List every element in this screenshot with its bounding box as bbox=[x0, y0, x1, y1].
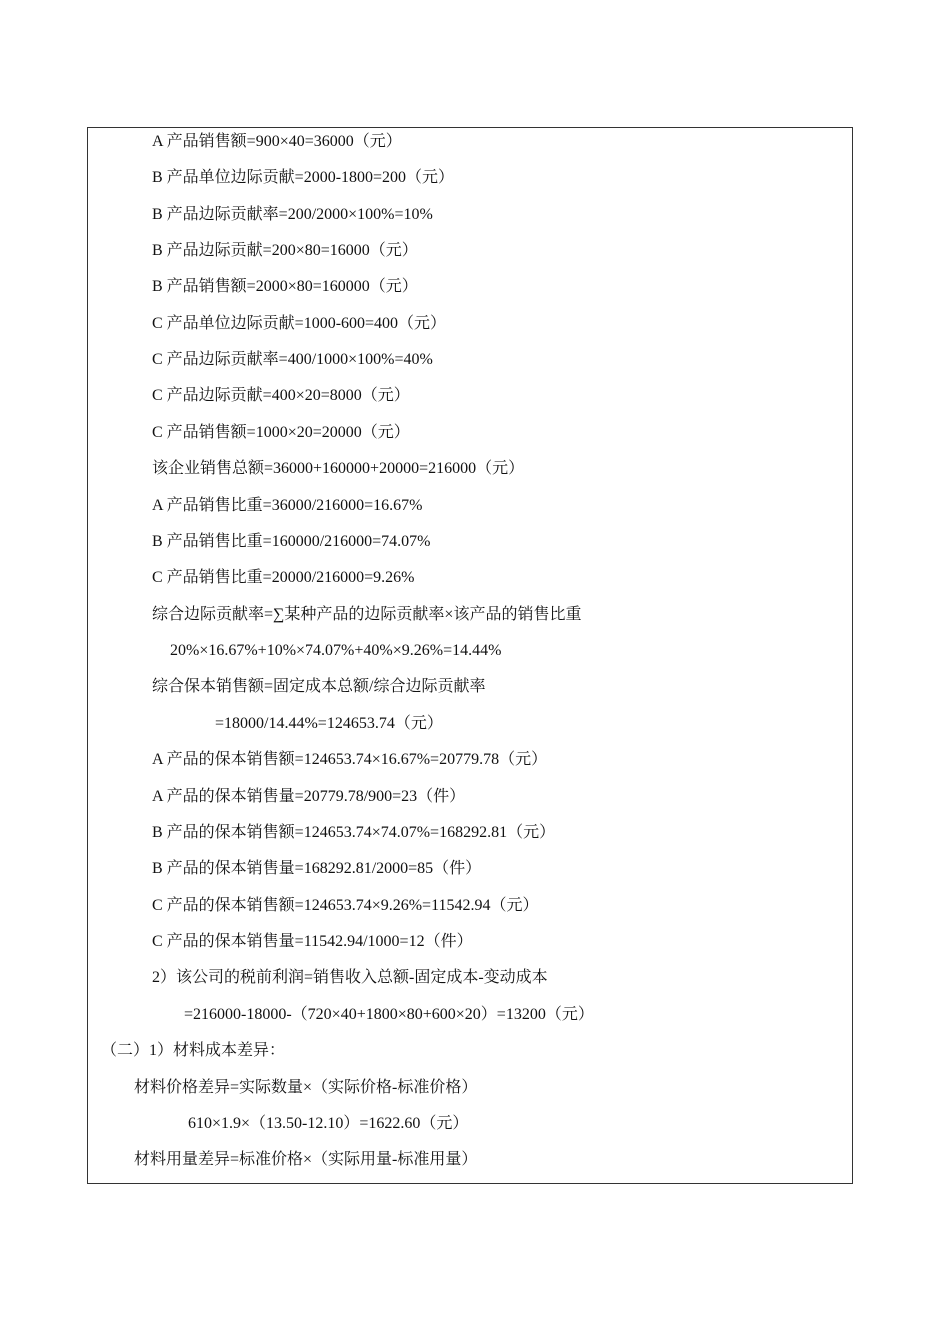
line-b-margin-rate: B 产品边际贡献率=200/2000×100%=10% bbox=[152, 206, 433, 223]
line-c-breakeven-sales: C 产品的保本销售额=124653.74×9.26%=11542.94（元） bbox=[152, 897, 539, 914]
line-pretax-profit-calc: =216000-18000-（720×40+1800×80+600×20）=13200（元） bbox=[184, 1006, 594, 1023]
line-c-margin: C 产品边际贡献=400×20=8000（元） bbox=[152, 387, 410, 404]
line-combined-rate-calc: 20%×16.67%+10%×74.07%+40%×9.26%=14.44% bbox=[170, 642, 502, 659]
line-section-heading: （二）1）材料成本差异： bbox=[101, 1042, 286, 1059]
line-total-sales: 该企业销售总额=36000+160000+20000=216000（元） bbox=[152, 460, 525, 477]
line-breakeven-calc: =18000/14.44%=124653.74（元） bbox=[215, 715, 443, 732]
line-b-margin: B 产品边际贡献=200×80=16000（元） bbox=[152, 242, 418, 259]
line-combined-rate-formula: 综合边际贡献率=∑某种产品的边际贡献率×该产品的销售比重 bbox=[152, 606, 582, 623]
line-b-weight: B 产品销售比重=160000/216000=74.07% bbox=[152, 533, 431, 550]
line-b-breakeven-qty: B 产品的保本销售量=168292.81/2000=85（件） bbox=[152, 860, 482, 877]
line-price-variance-calc: 610×1.9×（13.50-12.10）=1622.60（元） bbox=[188, 1115, 469, 1132]
line-b-unit-margin: B 产品单位边际贡献=2000-1800=200（元） bbox=[152, 169, 455, 186]
line-price-variance-formula: 材料价格差异=实际数量×（实际价格-标准价格） bbox=[134, 1079, 478, 1096]
line-b-breakeven-sales: B 产品的保本销售额=124653.74×74.07%=168292.81（元） bbox=[152, 824, 556, 841]
line-b-sales: B 产品销售额=2000×80=160000（元） bbox=[152, 278, 418, 295]
line-c-unit-margin: C 产品单位边际贡献=1000-600=400（元） bbox=[152, 315, 447, 332]
line-pretax-profit-formula: 2）该公司的税前利润=销售收入总额-固定成本-变动成本 bbox=[152, 969, 548, 986]
line-c-margin-rate: C 产品边际贡献率=400/1000×100%=40% bbox=[152, 351, 433, 368]
line-a-breakeven-qty: A 产品的保本销售量=20779.78/900=23（件） bbox=[152, 788, 466, 805]
line-breakeven-formula: 综合保本销售额=固定成本总额/综合边际贡献率 bbox=[152, 678, 486, 695]
line-c-sales: C 产品销售额=1000×20=20000（元） bbox=[152, 424, 410, 441]
line-quantity-variance-formula: 材料用量差异=标准价格×（实际用量-标准用量） bbox=[134, 1151, 478, 1168]
line-a-breakeven-sales: A 产品的保本销售额=124653.74×16.67%=20779.78（元） bbox=[152, 751, 548, 768]
line-c-weight: C 产品销售比重=20000/216000=9.26% bbox=[152, 569, 415, 586]
line-a-weight: A 产品销售比重=36000/216000=16.67% bbox=[152, 497, 423, 514]
line-c-breakeven-qty: C 产品的保本销售量=11542.94/1000=12（件） bbox=[152, 933, 473, 950]
line-a-sales: A 产品销售额=900×40=36000（元） bbox=[152, 133, 402, 150]
